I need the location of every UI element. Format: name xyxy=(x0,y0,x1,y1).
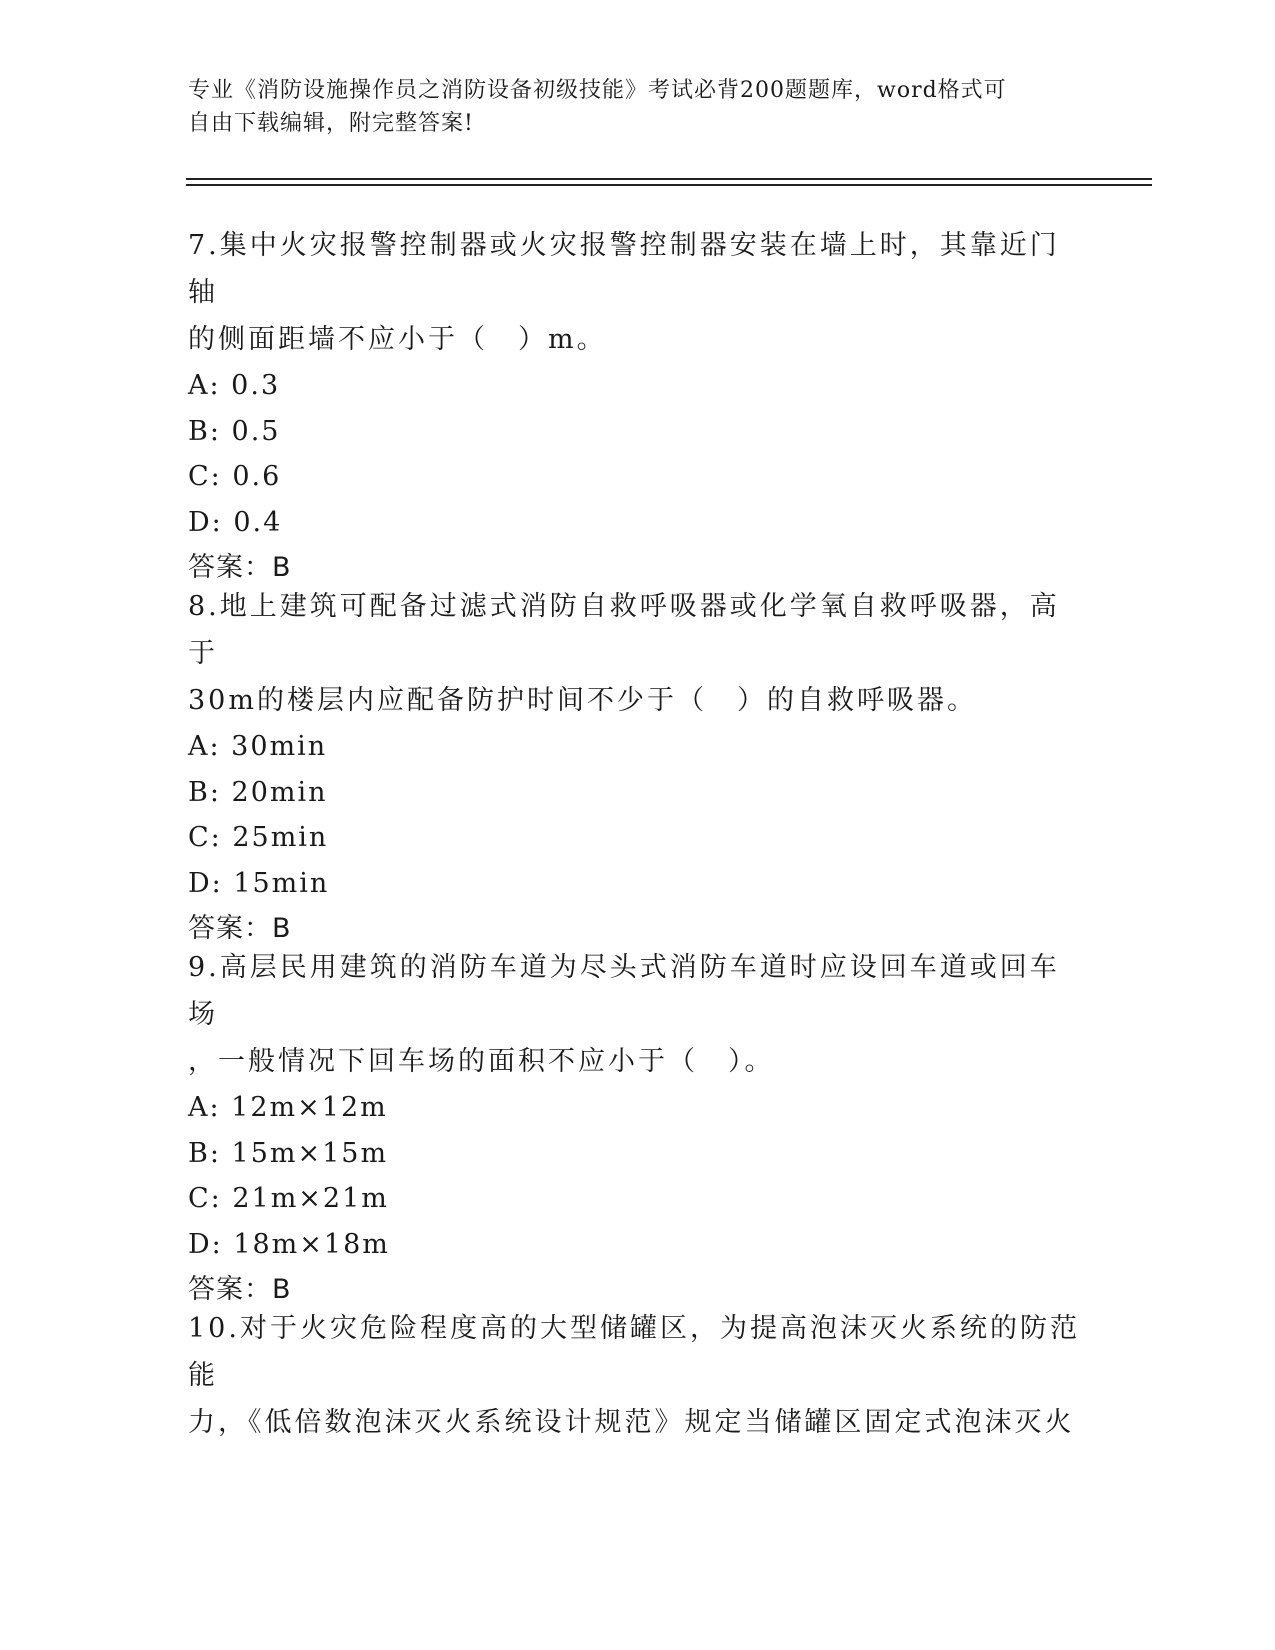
question-9 xyxy=(188,944,1088,1313)
question-stem-line: ，一般情况下回车场的面积不应小于（ ）。 xyxy=(188,1046,775,1077)
option-c: C: 25min xyxy=(188,822,329,853)
option-c: C: 0.6 xyxy=(188,461,282,492)
question-stem-line: 9.高层民用建筑的消防车道为尽头式消防车道时应设回车道或回车场 xyxy=(188,952,1060,1030)
option-c: C: 21m×21m xyxy=(188,1183,389,1214)
answer: 答案：B xyxy=(188,1274,292,1305)
option-b: B: 20min xyxy=(188,776,328,808)
question-stem-line: 10.对于火灾危险程度高的大型储罐区，为提高泡沫灭火系统的防范能 xyxy=(188,1313,1080,1391)
option-b: B: 15m×15m xyxy=(188,1137,389,1169)
answer: 答案：B xyxy=(188,913,292,944)
question-stem-line: 8.地上建筑可配备过滤式消防自救呼吸器或化学氧自救呼吸器，高于 xyxy=(188,591,1060,669)
question-stem-line: 力，《低倍数泡沫灭火系统设计规范》规定当储罐区固定式泡沫灭火 xyxy=(188,1407,1075,1438)
option-a: A: 0.3 xyxy=(188,370,281,401)
question-stem-line: 的侧面距墙不应小于（ ）m。 xyxy=(188,324,607,355)
option-a: A: 12m×12m xyxy=(188,1092,388,1123)
header-line-1: 专业《消防设施操作员之消防设备初级技能》考试必背200题题库，word格式可 xyxy=(188,78,1007,103)
option-b: B: 0.5 xyxy=(188,415,281,447)
header-divider-top xyxy=(186,178,1152,180)
option-d: D: 0.4 xyxy=(188,506,283,538)
question-7 xyxy=(188,222,1088,591)
header-line-2: 自由下载编辑，附完整答案! xyxy=(188,111,474,136)
document-header xyxy=(188,74,1068,140)
option-d: D: 18m×18m xyxy=(188,1228,390,1260)
question-8 xyxy=(188,583,1088,952)
option-a: A: 30min xyxy=(188,731,328,762)
header-divider-bottom xyxy=(186,184,1152,186)
question-stem-line: 30m的楼层内应配备防护时间不少于（ ）的自救呼吸器。 xyxy=(188,685,977,716)
question-stem-line: 7.集中火灾报警控制器或火灾报警控制器安装在墙上时，其靠近门轴 xyxy=(188,230,1060,308)
answer: 答案：B xyxy=(188,552,292,583)
question-10 xyxy=(188,1305,1088,1446)
option-d: D: 15min xyxy=(188,867,330,899)
